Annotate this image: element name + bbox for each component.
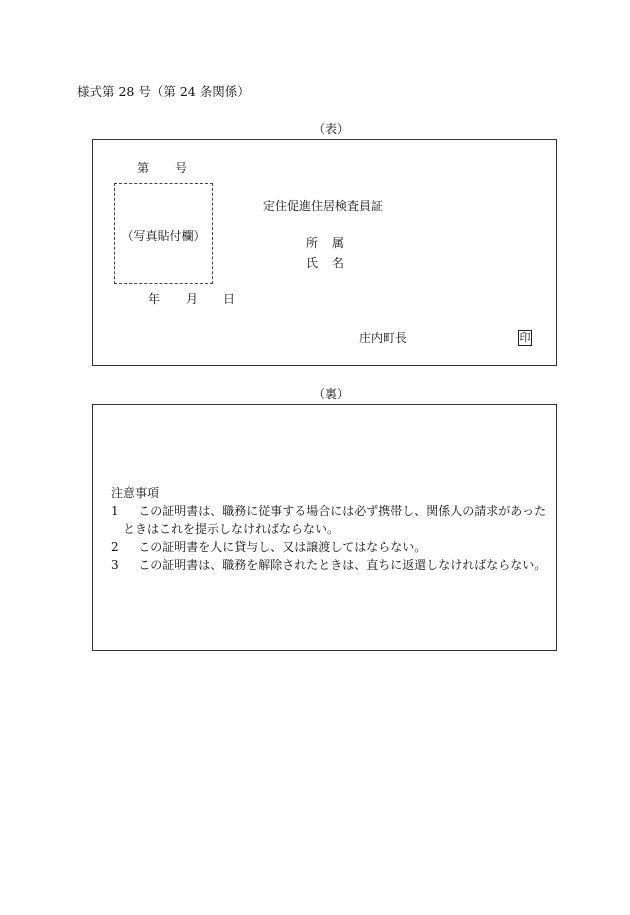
note-text: この証明書は、職務を解除されたときは、直ちに返還しなければならない。 — [138, 558, 547, 572]
note-item — [111, 559, 546, 571]
card-back — [92, 404, 557, 651]
card-front — [92, 139, 557, 366]
certificate-title: 定住促進住居検査員証 — [263, 199, 384, 213]
note-item-continued — [123, 523, 339, 535]
seal-box: 印 — [519, 331, 531, 344]
date-day: 日 — [223, 292, 236, 306]
photo-box — [114, 183, 213, 284]
notes-heading: 注意事項 — [111, 486, 160, 500]
affiliation-label-2: 属 — [332, 236, 345, 250]
note-item — [111, 541, 426, 553]
date-year: 年 — [148, 292, 161, 306]
note-number: 1 — [111, 504, 119, 518]
number-dai: 第 — [137, 161, 150, 175]
note-text: この証明書を人に貸与し、又は譲渡してはならない。 — [138, 540, 427, 554]
note-text: この証明書は、職務に従事する場合には必ず携帯し、関係人の請求があった — [138, 504, 547, 518]
affiliation-label-1: 所 — [306, 236, 319, 250]
name-label-2: 名 — [332, 256, 345, 270]
note-text: ときはこれを提示しなければならない。 — [123, 522, 340, 536]
photo-label: （写真貼付欄） — [121, 229, 206, 243]
front-side-label: （表） — [313, 122, 350, 136]
number-go: 号 — [175, 161, 188, 175]
back-side-label: （裏） — [313, 387, 350, 401]
date-month: 月 — [186, 292, 199, 306]
note-item — [111, 505, 546, 517]
name-label-1: 氏 — [306, 256, 319, 270]
note-number: 3 — [111, 558, 119, 572]
note-number: 2 — [111, 540, 119, 554]
issuer: 庄内町長 — [359, 331, 408, 345]
form-title: 様式第 28 号（第 24 条関係） — [77, 84, 250, 99]
